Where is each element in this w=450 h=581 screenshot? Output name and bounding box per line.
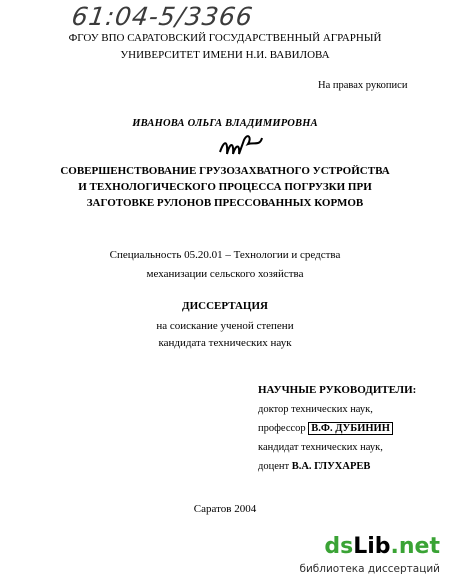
advisor-2-degree: кандидат технических наук, <box>258 442 383 453</box>
advisors-heading: НАУЧНЫЕ РУКОВОДИТЕЛИ: <box>258 384 417 396</box>
advisor-2-line <box>258 457 416 476</box>
logo-net: .net <box>390 534 440 559</box>
specialty-line-2: механизации сельского хозяйства <box>146 268 304 280</box>
degree-line-1: на соискание ученой степени <box>156 320 294 332</box>
organization-line-2: УНИВЕРСИТЕТ ИМЕНИ Н.И. ВАВИЛОВА <box>120 49 330 61</box>
advisor-2-name: В.А. ГЛУХАРЕВ <box>291 461 371 472</box>
author-name: ИВАНОВА ОЛЬГА ВЛАДИМИРОВНА <box>132 118 318 129</box>
dissertation-title <box>0 163 450 211</box>
logo-lib: Lib <box>353 534 391 559</box>
title-line: СОВЕРШЕНСТВОВАНИЕ ГРУЗОЗАХВАТНОГО УСТРОЙСТВА <box>60 165 390 177</box>
logo-ds: ds <box>324 534 354 559</box>
handwritten-catalog-number: 61:04-5/3366 <box>69 2 256 31</box>
rights-note: На правах рукописи <box>318 80 408 91</box>
title-line: ЗАГОТОВКЕ РУЛОНОВ ПРЕССОВАННЫХ КОРМОВ <box>86 197 364 209</box>
dissertation-heading: ДИССЕРТАЦИЯ <box>182 300 268 312</box>
signature-mark <box>218 130 268 160</box>
advisor-1-degree: доктор технических наук, <box>258 404 373 415</box>
advisor-1-line <box>258 419 416 438</box>
degree-line-2: кандидата технических наук <box>158 337 292 349</box>
advisor-1-name: В.Ф. ДУБИНИН <box>308 422 393 435</box>
advisor-1-rank: профессор <box>258 423 306 434</box>
advisor-2-rank: доцент <box>258 461 290 472</box>
advisors-block <box>258 381 416 476</box>
city-year: Саратов 2004 <box>193 503 257 515</box>
title-line: И ТЕХНОЛОГИЧЕСКОГО ПРОЦЕССА ПОГРУЗКИ ПРИ <box>78 181 372 193</box>
organization-line-1: ФГОУ ВПО САРАТОВСКИЙ ГОСУДАРСТВЕННЫЙ АГРАРНЫЙ <box>68 32 382 44</box>
specialty-line-1: Специальность 05.20.01 – Технологии и средства <box>109 249 341 261</box>
dslib-subtitle: библиотека диссертаций <box>299 563 440 575</box>
dslib-logo <box>324 534 440 559</box>
